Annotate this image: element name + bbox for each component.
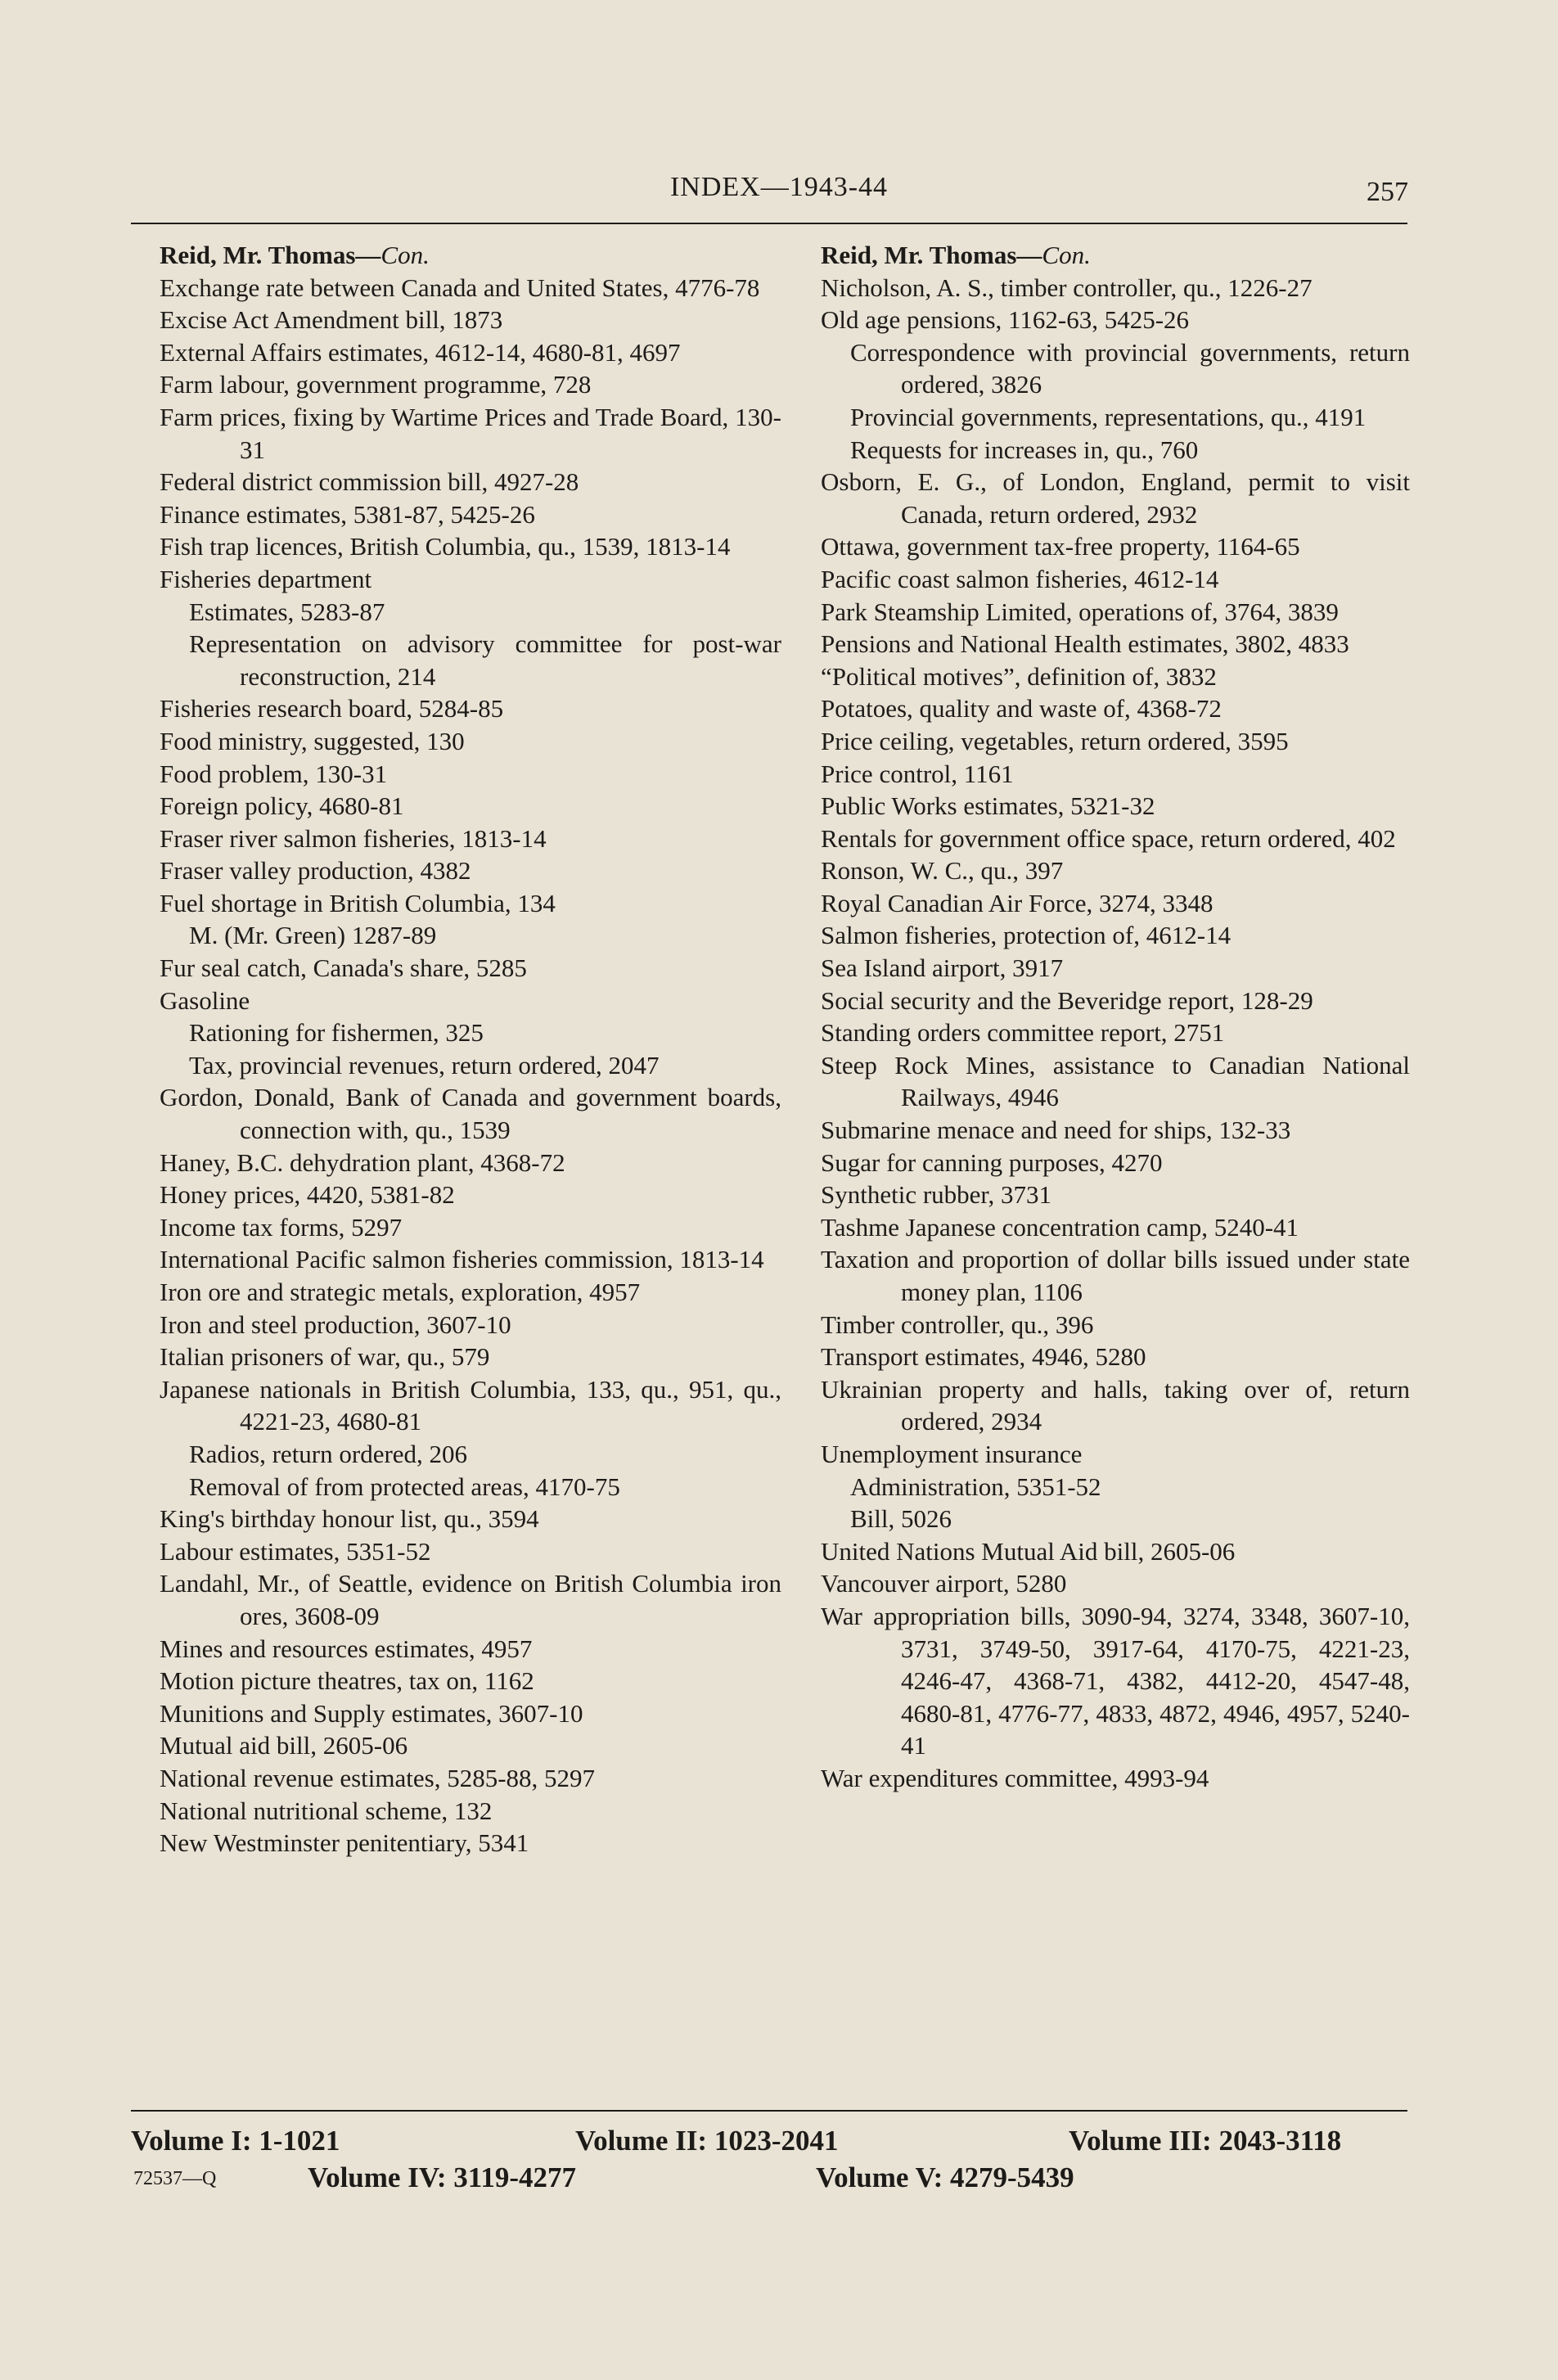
index-entry: Royal Canadian Air Force, 3274, 3348 [821,888,1214,917]
heading-name: Reid, Mr. Thomas— [821,241,1042,269]
index-entry: United Nations Mutual Aid bill, 2605-06 [821,1536,1236,1566]
index-entry: Fraser valley production, 4382 [160,856,471,886]
index-entry: Price ceiling, vegetables, return ordered, 3595 [821,726,1289,755]
index-entry: Ukrainian property and halls, taking over of, return ordered, 2934 [821,1374,1410,1436]
index-entry: Taxation and proportion of dollar bills issued under state money plan, 1106 [821,1245,1410,1306]
index-entry: Honey prices, 4420, 5381-82 [160,1180,455,1210]
index-entry: Japanese nationals in British Columbia, 133, qu., 951, qu., 4221-23, 4680-81 [160,1374,781,1436]
index-entry: National revenue estimates, 5285-88, 5297 [160,1763,596,1792]
index-entry: Fraser river salmon fisheries, 1813-14 [160,823,547,853]
index-entry: Park Steamship Limited, operations of, 3764, 3839 [821,597,1339,626]
header-rule [131,223,1407,224]
index-entry: War expenditures committee, 4993-94 [821,1763,1209,1792]
index-subentry: Representation on advisory committee for post-war reconstruction, 214 [189,629,781,691]
index-entry: Nicholson, A. S., timber controller, qu., 1226-27 [821,273,1313,302]
index-entry: Income tax forms, 5297 [160,1212,403,1242]
index-entry: Potatoes, quality and waste of, 4368-72 [821,694,1222,723]
index-subentry: Rationing for fishermen, 325 [189,1018,484,1048]
index-entry: Labour estimates, 5351-52 [160,1536,431,1566]
index-entry: Exchange rate between Canada and United States, 4776-78 [160,273,760,302]
index-entry: Transport estimates, 4946, 5280 [821,1342,1146,1372]
index-entry: Finance estimates, 5381-87, 5425-26 [160,499,535,529]
index-entry: Old age pensions, 1162-63, 5425-26 [821,305,1190,335]
footer-rule [131,2110,1407,2112]
index-entry: “Political motives”, definition of, 3832 [821,661,1217,691]
index-entry: Federal district commission bill, 4927-28 [160,467,579,497]
left-column [160,239,781,1859]
index-entry: Farm prices, fixing by Wartime Prices and Trade Board, 130-31 [160,402,781,464]
index-entry: Gasoline [160,985,250,1015]
index-subentry: Estimates, 5283-87 [189,597,385,626]
volume-3-range: Volume III: 2043-3118 [1069,2125,1342,2157]
index-entry: Tashme Japanese concentration camp, 5240-41 [821,1212,1299,1242]
volume-1-range: Volume I: 1-1021 [131,2125,340,2157]
index-subentry: Radios, return ordered, 206 [189,1439,468,1468]
index-subentry: Tax, provincial revenues, return ordered, 2047 [189,1050,660,1080]
index-entry: Iron ore and strategic metals, exploration, 4957 [160,1278,641,1306]
index-entry: Synthetic rubber, 3731 [821,1180,1052,1210]
heading-continued: Con. [1042,241,1091,269]
index-subentry: Removal of from protected areas, 4170-75 [189,1472,620,1501]
index-entry: Fur seal catch, Canada's share, 5285 [160,953,527,983]
volume-5-range: Volume V: 4279-5439 [816,2161,1074,2193]
volume-4-range: Volume IV: 3119-4277 [308,2161,577,2193]
index-entry: Mines and resources estimates, 4957 [160,1634,533,1663]
heading-name: Reid, Mr. Thomas— [160,241,381,269]
index-entry: Pensions and National Health estimates, 3802, 4833 [821,629,1349,659]
index-entry: Price control, 1161 [821,759,1014,788]
index-entry: Unemployment insurance [821,1439,1083,1468]
index-entry: Submarine menace and need for ships, 132-33 [821,1116,1291,1145]
index-subentry: M. (Mr. Green) 1287-89 [189,921,437,950]
index-entry: International Pacific salmon fisheries commission, 1813-14 [160,1245,764,1274]
index-entry: Landahl, Mr., of Seattle, evidence on British Columbia iron ores, 3608-09 [160,1569,781,1630]
index-subentry: Administration, 5351-52 [850,1472,1101,1501]
index-entry: Food ministry, suggested, 130 [160,726,465,755]
index-entry: External Affairs estimates, 4612-14, 4680-81, 4697 [160,337,681,367]
index-entry: Mutual aid bill, 2605-06 [160,1731,408,1760]
index-subentry: Requests for increases in, qu., 760 [850,435,1199,464]
index-entry: Steep Rock Mines, assistance to Canadian National Railways, 4946 [821,1050,1410,1112]
index-entry: Fisheries research board, 5284-85 [160,694,504,723]
index-entry: National nutritional scheme, 132 [160,1796,493,1825]
index-entry: Fish trap licences, British Columbia, qu., 1539, 1813-14 [160,532,731,561]
index-entry: Gordon, Donald, Bank of Canada and government boards, connection with, qu., 1539 [160,1083,781,1145]
index-entry: Social security and the Beveridge report, 128-29 [821,985,1313,1015]
print-code: 72537—Q [133,2168,217,2189]
index-entry: War appropriation bills, 3090-94, 3274, 3348, 3607-10, 3731, 3749-50, 3917-64, 4170-75, 4221-23, 4246-47, 4368-71, 4382, 4412-20, 4547-48, 4680-81, 4776-77, 4833, 4872, 4946, 4957, 5240-41 [821,1601,1410,1760]
index-entry: Italian prisoners of war, qu., 579 [160,1342,490,1372]
index-entry: New Westminster penitentiary, 5341 [160,1828,529,1858]
index-subentry: Bill, 5026 [850,1504,952,1534]
index-entry: King's birthday honour list, qu., 3594 [160,1504,539,1534]
index-entry: Vancouver airport, 5280 [821,1569,1067,1598]
index-entry: Salmon fisheries, protection of, 4612-14 [821,921,1232,950]
index-subentry: Correspondence with provincial governments, return ordered, 3826 [850,337,1410,399]
index-entry: Munitions and Supply estimates, 3607-10 [160,1698,583,1728]
column-heading [821,239,1410,272]
index-entry: Sugar for canning purposes, 4270 [821,1147,1163,1177]
index-entry: Motion picture theatres, tax on, 1162 [160,1666,534,1696]
index-entry: Fuel shortage in British Columbia, 134 [160,888,556,917]
column-heading [160,239,781,272]
index-entry: Ronson, W. C., qu., 397 [821,856,1064,886]
volume-2-range: Volume II: 1023-2041 [575,2125,839,2157]
index-entry: Excise Act Amendment bill, 1873 [160,305,503,335]
index-entry: Public Works estimates, 5321-32 [821,791,1155,821]
index-entry: Fisheries department [160,564,372,593]
index-entry: Foreign policy, 4680-81 [160,791,404,821]
index-entry: Timber controller, qu., 396 [821,1309,1094,1339]
index-entry: Farm labour, government programme, 728 [160,370,592,399]
page-number: 257 [1367,177,1408,207]
index-entry: Sea Island airport, 3917 [821,953,1064,983]
index-entry: Ottawa, government tax-free property, 1164-65 [821,532,1300,561]
index-entry: Osborn, E. G., of London, England, permit to visit Canada, return ordered, 2932 [821,467,1410,529]
index-entry: Pacific coast salmon fisheries, 4612-14 [821,564,1219,593]
index-subentry: Provincial governments, representations, qu., 4191 [850,402,1367,431]
right-column [821,239,1410,1795]
entry-list [821,272,1410,1795]
index-entry: Haney, B.C. dehydration plant, 4368-72 [160,1147,565,1177]
entry-list [160,272,781,1859]
page-title: INDEX—1943-44 [669,172,889,202]
index-entry: Rentals for government office space, return ordered, 402 [821,823,1396,853]
index-entry: Food problem, 130-31 [160,759,388,788]
index-entry: Iron and steel production, 3607-10 [160,1309,511,1339]
heading-continued: Con. [380,241,430,269]
index-entry: Standing orders committee report, 2751 [821,1018,1225,1048]
